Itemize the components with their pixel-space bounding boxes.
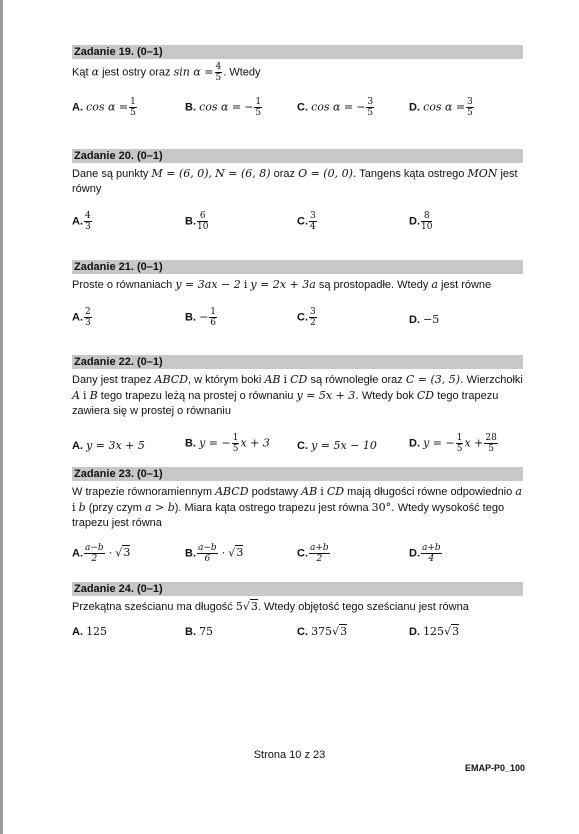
task-21 xyxy=(72,260,523,335)
option-c[interactable]: C. cos α = − $\frac{3}{5}$ xyxy=(297,97,374,118)
task-23 xyxy=(72,467,523,571)
task-question: Kąt α jest ostry oraz sin α = $\frac{4}{5}$ . Wtedy xyxy=(72,62,261,83)
page-left-border xyxy=(0,0,3,834)
answer-options xyxy=(72,211,523,239)
option-a[interactable]: A. y = 3x + 5 xyxy=(72,439,145,452)
option-a[interactable]: A. cos α = $\frac{1}{5}$ xyxy=(72,97,136,118)
option-b[interactable]: B. cos α = − $\frac{1}{5}$ xyxy=(185,97,262,118)
option-a[interactable]: A. $\frac{2}{3}$ xyxy=(72,307,91,328)
option-d[interactable]: D. cos α = $\frac{3}{5}$ xyxy=(409,97,473,118)
option-c[interactable]: C. $\frac{3}{4}$ xyxy=(297,211,316,232)
task-22 xyxy=(72,355,523,461)
exam-code: EMAP-P0_100 xyxy=(465,763,526,773)
option-b[interactable]: B. y = − $\frac{1}{5}$ x + 3 xyxy=(185,433,270,454)
option-d[interactable]: D. −5 xyxy=(409,313,440,326)
option-d[interactable]: D. $\frac{8}{10}$ xyxy=(409,211,433,232)
task-question: W trapezie równoramiennym ABCD podstawy AB i CD mają długości równe odpowiednio a i b (przy czym a > b). Miara kąta ostrego trapezu jest równa 30°. Wtedy wysokość tego trapezu jest równa xyxy=(72,485,522,529)
option-a[interactable]: A. 125 xyxy=(72,625,108,638)
option-a[interactable]: A. $\frac{4}{3}$ xyxy=(72,211,91,232)
answer-options xyxy=(72,543,523,571)
option-b[interactable]: B. − $\frac{1}{6}$ xyxy=(185,307,217,328)
task-19 xyxy=(72,45,523,125)
task-header: Zadanie 20. (0–1) xyxy=(72,149,523,163)
task-question: Proste o równaniach y = 3ax − 2 i y = 2x + 3a są prostopadłe. Wtedy a jest równe xyxy=(72,278,492,291)
option-b[interactable]: B. $\frac{a-b}{6}$ · √3 xyxy=(185,543,244,564)
task-header: Zadanie 19. (0–1) xyxy=(72,45,523,59)
option-c[interactable]: C. $\frac{3}{2}$ xyxy=(297,307,316,328)
option-d[interactable]: D. 125√3 xyxy=(409,625,460,638)
task-header: Zadanie 22. (0–1) xyxy=(72,355,523,369)
answer-options xyxy=(72,97,523,125)
option-c[interactable]: C. $\frac{a+b}{2}$ xyxy=(297,543,329,564)
option-b[interactable]: B. $\frac{6}{10}$ xyxy=(185,211,209,232)
task-question: Przekątna sześcianu ma długość 5√3. Wtedy objętość tego sześcianu jest równa xyxy=(72,600,469,613)
task-question: Dany jest trapez ABCD, w którym boki AB i CD są równoległe oraz C = (3, 5). Wierzchołki A i B tego trapezu leżą na prostej o równaniu y = 5x + 3. Wtedy bok CD tego trapezu zawiera się w prostej o równaniu xyxy=(72,373,523,417)
answer-options xyxy=(72,307,523,335)
option-d[interactable]: D. y = − $\frac{1}{5}$ x + $\frac{28}{5}$ xyxy=(409,433,497,454)
option-b[interactable]: B. 75 xyxy=(185,625,214,638)
task-question: Dane są punkty M = (6, 0), N = (6, 8) oraz O = (0, 0). Tangens kąta ostrego MON jest równy xyxy=(72,167,518,195)
task-header: Zadanie 21. (0–1) xyxy=(72,260,523,274)
task-header: Zadanie 24. (0–1) xyxy=(72,582,523,596)
task-header: Zadanie 23. (0–1) xyxy=(72,467,523,481)
option-d[interactable]: D. $\frac{a+b}{4}$ xyxy=(409,543,441,564)
task-24 xyxy=(72,582,523,653)
option-c[interactable]: C. 375√3 xyxy=(297,625,348,638)
page-number: Strona 10 z 23 xyxy=(253,749,326,761)
task-20 xyxy=(72,149,523,239)
answer-options xyxy=(72,625,523,653)
answer-options xyxy=(72,433,523,461)
option-a[interactable]: A. $\frac{a-b}{2}$ · √3 xyxy=(72,543,131,564)
option-c[interactable]: C. y = 5x − 10 xyxy=(297,439,377,452)
